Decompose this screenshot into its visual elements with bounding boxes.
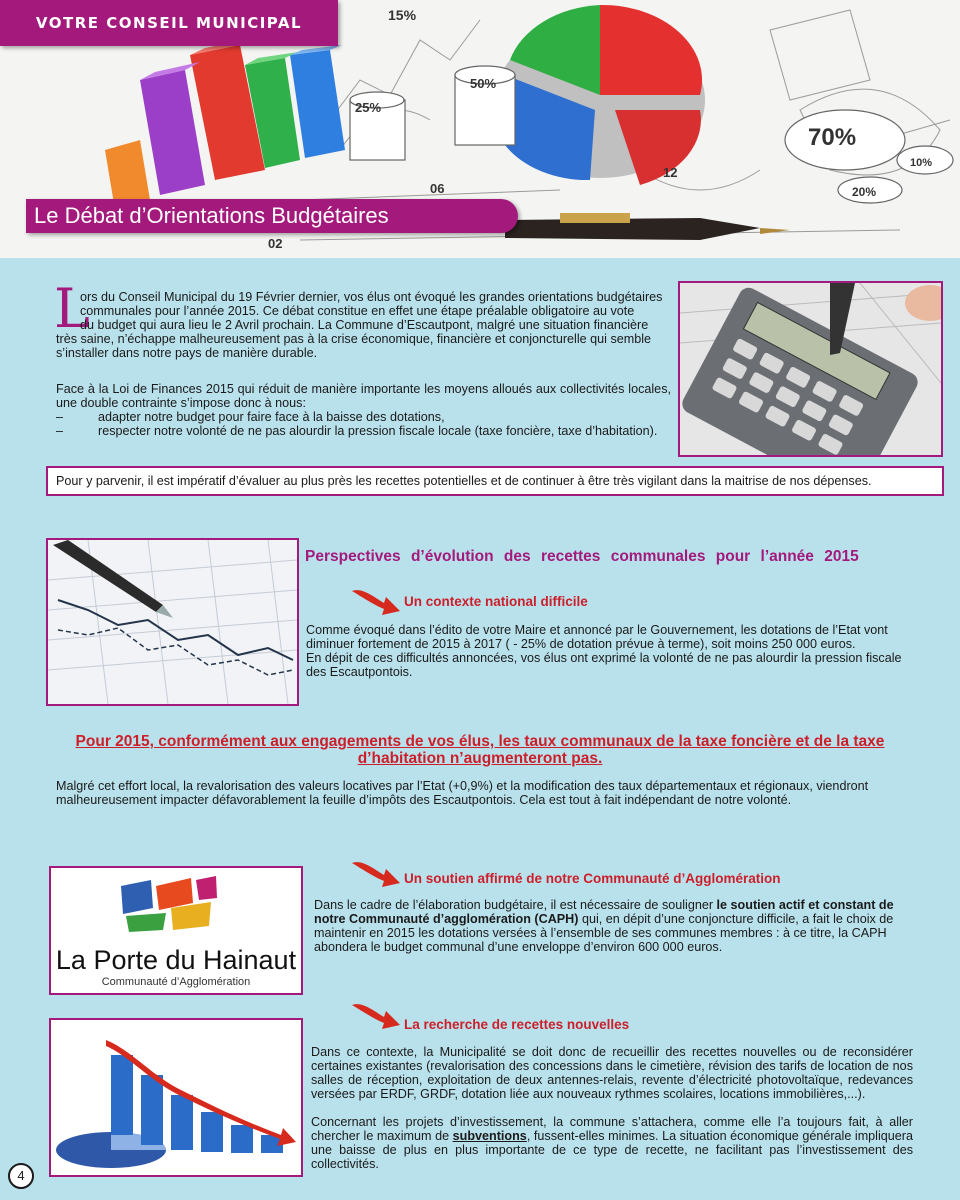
- recettes-paragraph: [311, 1115, 913, 1171]
- soutien-subheading: Un soutien affirmé de notre Communauté d’Agglomération: [404, 871, 781, 886]
- recettes-text-start: Concernant les projets d’investissement, la commune s’attachera, comme elle l’a toujours fait, à aller chercher le maximum de: [311, 1115, 913, 1143]
- taux-body: [56, 779, 916, 807]
- bullet-item: [56, 410, 671, 424]
- hero-label-02: 02: [268, 236, 283, 251]
- context-subheading: Un contexte national difficile: [404, 594, 588, 609]
- bullet-dash: –: [56, 424, 64, 438]
- hero-label-50: 50%: [470, 76, 497, 91]
- intro-line: s’installer dans notre pays de manière durable.: [56, 346, 318, 360]
- intro-line: ors du Conseil Municipal du 19 Février dernier, vos élus ont évoqué les grandes orientations budgétaires: [80, 290, 663, 304]
- bullet-item: [56, 424, 671, 438]
- intro-line: très saine, n’échappe malheureusement pas à la crise économique, financière et conjoncturelle qui semble: [56, 332, 652, 346]
- hero-label-20: 20%: [852, 185, 877, 199]
- subventions-emphasis: subventions: [452, 1129, 527, 1143]
- bullet-dash: –: [56, 410, 64, 424]
- line-graph-photo: [46, 538, 299, 706]
- bar-decline-photo: [49, 1018, 303, 1177]
- recettes-subheading: La recherche de recettes nouvelles: [404, 1017, 630, 1032]
- context-paragraph: Comme évoqué dans l’édito de votre Maire et annoncé par le Gouvernement, les dotations de l’Etat vont diminuer fortement de 2015 à 2017 ( - 25% de dotation prévue à terme), soit moins 250 000 euros.: [306, 623, 888, 651]
- red-arrow-icon: [348, 999, 404, 1033]
- soutien-body: [314, 898, 913, 954]
- soutien-text-bold: le soutien actif et constant de notre Communauté d’agglomération (CAPH): [314, 898, 894, 926]
- vigilance-box: Pour y parvenir, il est impératif d’évaluer au plus près les recettes potentielles et de continuer à être très vigilant dans la maitrise de nos dépenses.: [46, 466, 944, 496]
- hero-label-15: 15%: [388, 7, 417, 23]
- intro-paragraph: [56, 290, 671, 360]
- recettes-body: [311, 1045, 913, 1171]
- intro-line: du budget qui aura lieu le 2 Avril prochain. La Commune d’Escautpont, malgré une situation financière: [80, 318, 649, 332]
- soutien-text-end: qui, en dépit d’une conjoncture difficile, a fait le choix de maintenir en 2015 les dotations versées à l’ensemble de ses communes membres : à ce titre, la CAPH abondera le budget communal d’une enveloppe d’environ 600 000 euros.: [314, 912, 894, 954]
- recettes-paragraph: Dans ce contexte, la Municipalité se doit donc de recueillir des recettes nouvelles ou de reconsidérer certaines existantes (revalorisation des concessions dans le cimetière, révision des tarifs de location de nos salles de réception, exploitation de deux antennes-relais, revente d’électricité photovoltaïque, redevances versées par ERDF, GRDF, dotation liée aux nouveaux rythmes scolaires, locations immobilières,...).: [311, 1045, 913, 1101]
- bullet-text: respecter notre volonté de ne pas alourdir la pression fiscale locale (taxe foncière, taxe d’habitation).: [98, 424, 658, 438]
- perspectives-heading: Perspectives d’évolution des recettes communales pour l’année 2015: [305, 548, 859, 565]
- intro-line: communales pour l’année 2015. Ce débat constitue en effet une étape préalable obligatoire au vote: [80, 304, 635, 318]
- hero-label-25: 25%: [355, 100, 382, 115]
- loi-finances-paragraph: [56, 382, 671, 438]
- hero-label-70: 70%: [808, 124, 857, 151]
- caph-logo: [49, 866, 303, 995]
- section-tag: VOTRE CONSEIL MUNICIPAL: [0, 0, 338, 46]
- taux-heading: Pour 2015, conformément aux engagements de vos élus, les taux communaux de la taxe foncière et de la taxe d’habitation n’augmenteront pas.: [75, 733, 885, 767]
- context-body: [306, 623, 914, 679]
- hero-label-12: 12: [663, 165, 678, 180]
- caph-logo-subtitle: Communauté d’Agglomération: [101, 976, 251, 988]
- calculator-photo: [678, 281, 943, 457]
- context-paragraph: En dépit de ces difficultés annoncées, vos élus ont exprimé la volonté de ne pas alourdir la pression fiscale des Escautpontois.: [306, 651, 902, 679]
- bullet-text: adapter notre budget pour faire face à la baisse des dotations,: [98, 410, 445, 424]
- soutien-paragraph: [314, 898, 913, 954]
- hero-label-06: 06: [430, 181, 445, 196]
- taux-paragraph: Malgré cet effort local, la revalorisation des valeurs locatives par l’Etat (+0,9%) et la modification des taux départementaux et régionaux, viendront malheureusement impacter défavorablement la feuille d’impôts des Escautpontois. Cela est tout à fait indépendant de notre volonté.: [56, 779, 869, 807]
- page-number: 4: [8, 1163, 34, 1189]
- soutien-text-start: Dans le cadre de l’élaboration budgétaire, il est nécessaire de souligner: [314, 898, 717, 912]
- red-arrow-icon: [348, 585, 404, 619]
- hero-label-10: 10%: [910, 157, 933, 169]
- red-arrow-icon: [348, 857, 404, 891]
- caph-logo-name: La Porte du Hainaut: [55, 945, 297, 975]
- loi-text: Face à la Loi de Finances 2015 qui réduit de manière importante les moyens alloués aux collectivités locales, une double contrainte s’impose donc à nous:: [56, 382, 671, 410]
- recettes-text-end: , fussent-elles minimes. La situation économique générale impliquera une baisse de plus en plus importante de ce type de recette, ne facilitant pas l’investissement des collectivités.: [311, 1129, 913, 1171]
- page-title: Le Débat d’Orientations Budgétaires: [26, 199, 518, 233]
- drop-cap: L: [54, 277, 90, 340]
